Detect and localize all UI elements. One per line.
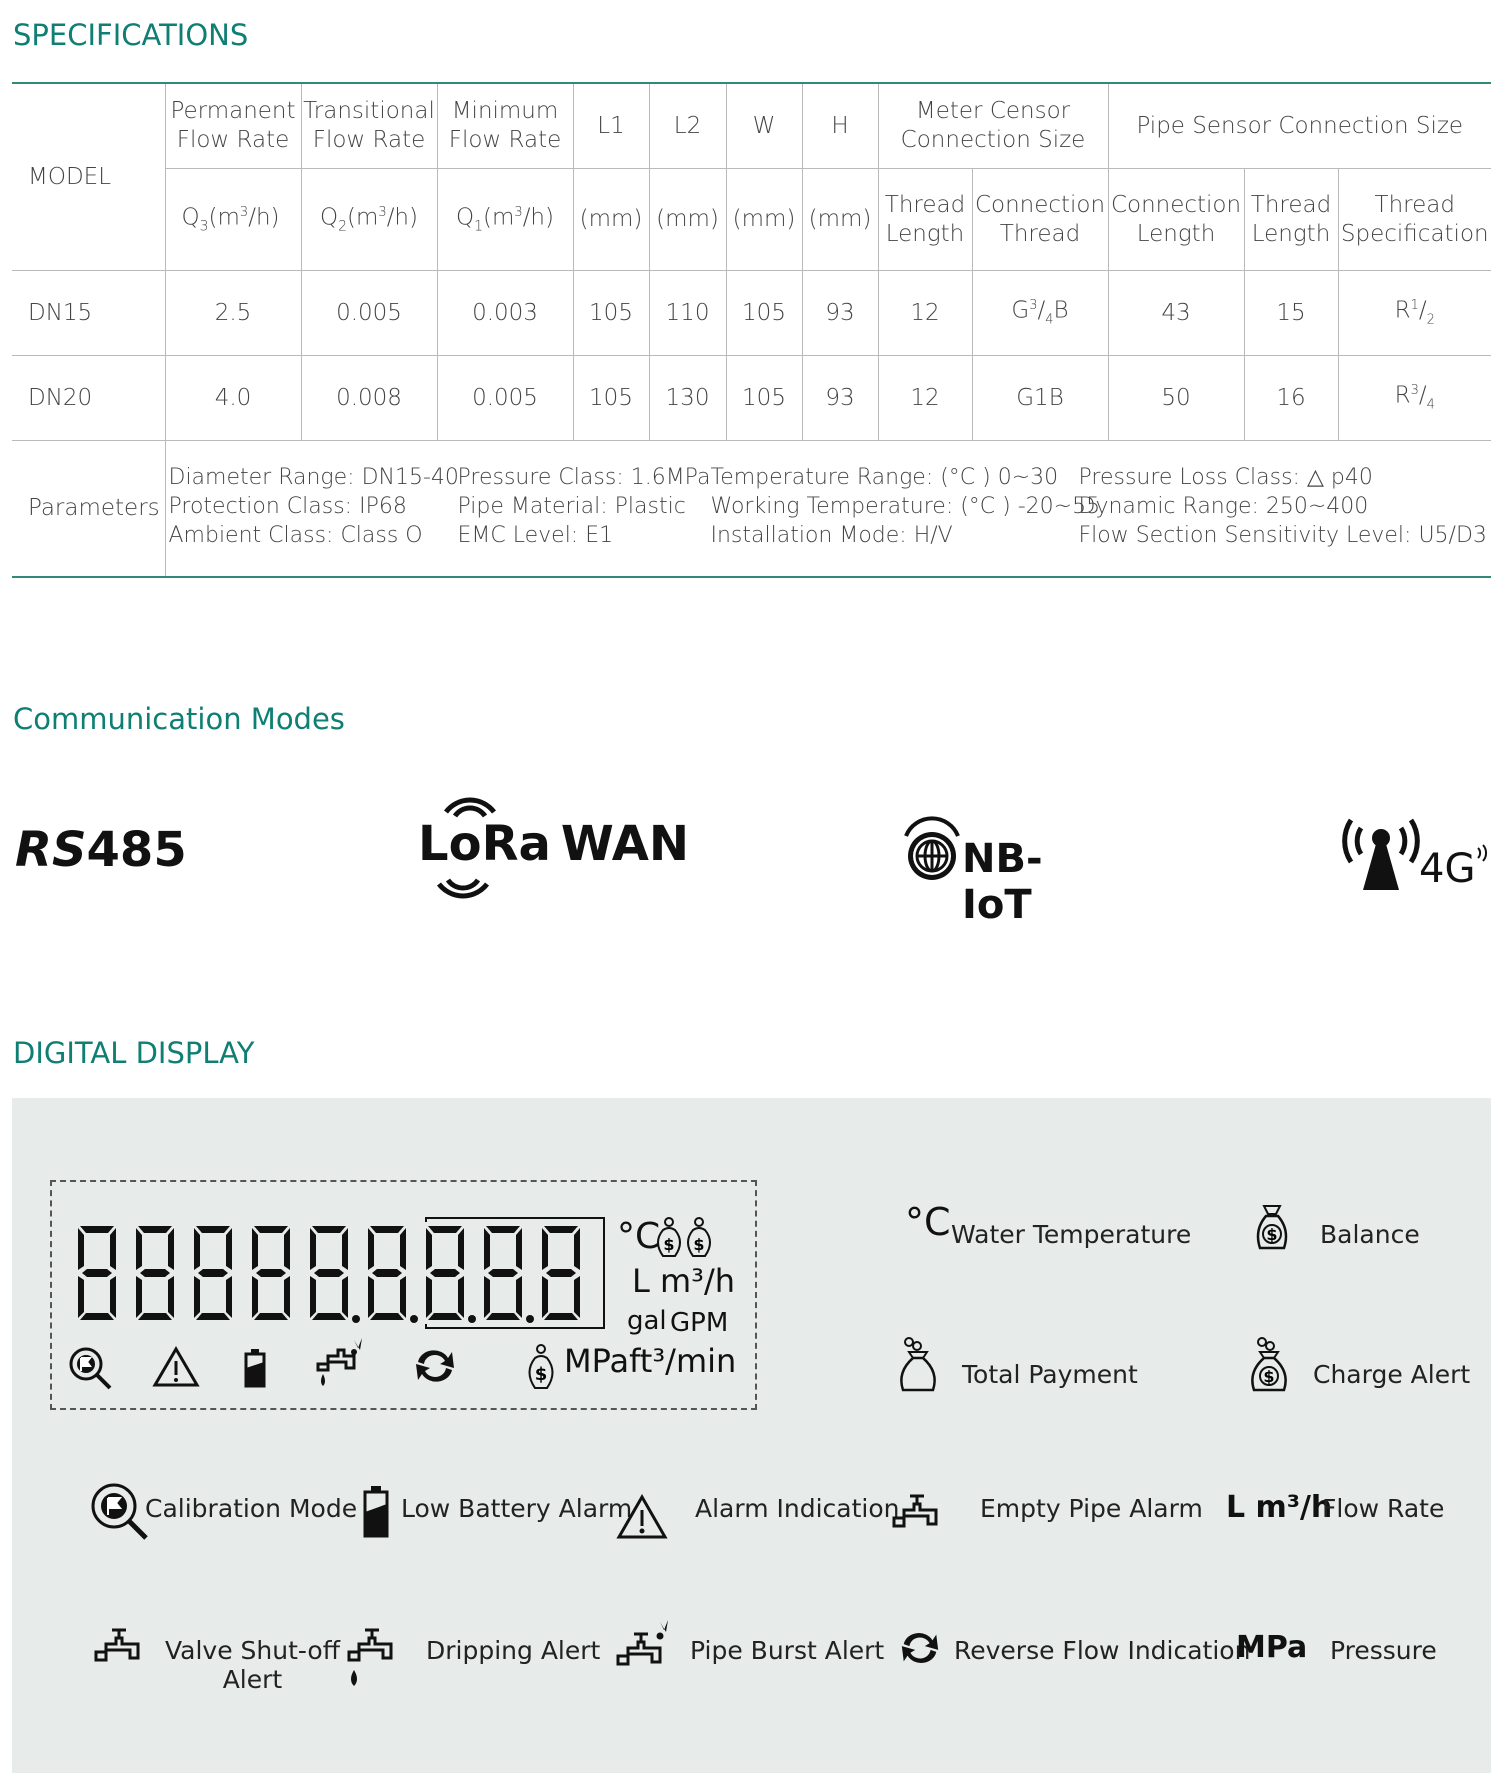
faucet-burst-icon bbox=[314, 1334, 368, 1390]
l1-header: L1 bbox=[573, 83, 649, 169]
q2-cell: 0.005 bbox=[301, 271, 437, 356]
thread-length-cell: 12 bbox=[878, 271, 972, 356]
parameters-label: Parameters bbox=[12, 441, 165, 578]
h-unit: (mm) bbox=[802, 169, 878, 271]
table-row bbox=[12, 356, 1491, 441]
pipe-thread-length-cell: 15 bbox=[1244, 271, 1338, 356]
pipe-sensor-group-header: Pipe Sensor Connection Size bbox=[1108, 83, 1491, 169]
model-cell: DN15 bbox=[12, 271, 165, 356]
lcd-pressure-unit: MPaft³/min bbox=[564, 1342, 737, 1380]
l1-cell: 105 bbox=[573, 271, 649, 356]
lcd-gpm-unit: GPM bbox=[670, 1308, 729, 1338]
table-subheader-row bbox=[12, 169, 1491, 271]
pipe-thread-length-header: Thread Length bbox=[1244, 169, 1338, 271]
permanent-flow-header: Permanent Flow Rate bbox=[165, 83, 301, 169]
connection-thread-cell: G1B bbox=[972, 356, 1108, 441]
h-header: H bbox=[802, 83, 878, 169]
pipe-burst-label: Pipe Burst Alert bbox=[690, 1636, 885, 1665]
battery-icon bbox=[244, 1348, 266, 1388]
alarm-indication-icon bbox=[616, 1494, 668, 1540]
specifications-heading: SPECIFICATIONS bbox=[13, 18, 249, 52]
parameters-column: Pressure Class: 1.6MPa Pipe Material: Plastic EMC Level: E1 bbox=[457, 465, 711, 548]
connection-thread-cell: $G^3/_4B$ bbox=[972, 271, 1108, 356]
low-battery-icon bbox=[362, 1484, 390, 1538]
l2-cell: 110 bbox=[649, 271, 726, 356]
calibration-mode-icon bbox=[88, 1480, 150, 1542]
thread-specification-header: Thread Specification bbox=[1338, 169, 1491, 271]
pressure-symbol: MPa bbox=[1236, 1630, 1308, 1665]
w-cell: 105 bbox=[726, 271, 802, 356]
h-cell: 93 bbox=[802, 271, 878, 356]
q2-cell: 0.008 bbox=[301, 356, 437, 441]
model-header: MODEL bbox=[12, 83, 165, 271]
dripping-alert-label: Dripping Alert bbox=[426, 1636, 601, 1665]
seven-segment-digits bbox=[72, 1220, 632, 1330]
water-temperature-symbol: °C bbox=[905, 1200, 951, 1244]
wifi-waves-up-icon bbox=[440, 786, 500, 820]
thread-spec-cell: $R^3/_4$ bbox=[1338, 356, 1491, 441]
specifications-table bbox=[12, 82, 1491, 578]
signal-waves-icon bbox=[1476, 844, 1492, 862]
l1-unit: (mm) bbox=[573, 169, 649, 271]
connection-length-cell: 43 bbox=[1108, 271, 1244, 356]
water-temperature-label: Water Temperature bbox=[951, 1220, 1192, 1249]
empty-pipe-faucet-icon bbox=[890, 1488, 946, 1534]
wan-text: WAN bbox=[560, 816, 690, 872]
antenna-tower-icon bbox=[1333, 810, 1429, 890]
warning-icon bbox=[152, 1346, 200, 1388]
q3-unit: $Q_3(m^3/h)$ bbox=[165, 169, 301, 271]
nbiot-logo bbox=[902, 818, 1082, 928]
w-header: W bbox=[726, 83, 802, 169]
l2-unit: (mm) bbox=[649, 169, 726, 271]
valve-shutoff-label: Valve Shut-off Alert bbox=[165, 1636, 340, 1694]
w-unit: (mm) bbox=[726, 169, 802, 271]
lcd-gal-unit: gal bbox=[627, 1306, 667, 1336]
svg-text:$: $ bbox=[1266, 1225, 1278, 1244]
calibration-icon bbox=[66, 1344, 114, 1392]
svg-text:$: $ bbox=[663, 1235, 675, 1254]
parameters-row bbox=[12, 441, 1491, 578]
connection-length-header: Connection Length bbox=[1108, 169, 1244, 271]
reverse-flow-label: Reverse Flow Indication bbox=[954, 1636, 1251, 1665]
flow-rate-label: Flow Rate bbox=[1322, 1494, 1445, 1523]
parameters-column: Temperature Range: (°C ) 0~30 Working Temperature: (°C ) -20~55 Installation Mode: H/V bbox=[710, 465, 1101, 548]
parameters-cell bbox=[165, 441, 1491, 578]
lcd-celsius-unit: °C bbox=[617, 1216, 661, 1257]
minimum-flow-header: Minimum Flow Rate bbox=[437, 83, 573, 169]
4g-logo bbox=[1333, 810, 1493, 900]
balance-label: Balance bbox=[1320, 1220, 1420, 1249]
transitional-flow-header: Transitional Flow Rate bbox=[301, 83, 437, 169]
wifi-waves-down-icon bbox=[433, 876, 493, 910]
total-payment-bag-icon bbox=[895, 1336, 941, 1394]
q1-cell: 0.003 bbox=[437, 271, 573, 356]
parameters-column: Diameter Range: DN15-40 Protection Class: IP68 Ambient Class: Class O bbox=[168, 465, 459, 548]
calibration-mode-label: Calibration Mode bbox=[145, 1494, 358, 1523]
nbiot-text: NB-IoT bbox=[962, 836, 1043, 928]
q1-unit: $Q_1(m^3/h)$ bbox=[437, 169, 573, 271]
l2-cell: 130 bbox=[649, 356, 726, 441]
valve-shutoff-faucet-icon bbox=[92, 1622, 148, 1668]
thread-spec-cell: $R^1/_2$ bbox=[1338, 271, 1491, 356]
table-header-row bbox=[12, 83, 1491, 169]
lorawan-logo bbox=[418, 786, 690, 912]
reverse-flow-indication-icon bbox=[898, 1628, 942, 1668]
l2-header: L2 bbox=[649, 83, 726, 169]
charge-alert-label: Charge Alert bbox=[1313, 1360, 1471, 1389]
globe-icon bbox=[902, 818, 962, 882]
thread-length-cell: 12 bbox=[878, 356, 972, 441]
reverse-flow-icon bbox=[412, 1346, 458, 1386]
empty-pipe-label: Empty Pipe Alarm bbox=[980, 1494, 1203, 1523]
q2-unit: $Q_2(m^3/h)$ bbox=[301, 169, 437, 271]
thread-length-header: Thread Length bbox=[878, 169, 972, 271]
meter-sensor-group-header: Meter Censor Connection Size bbox=[878, 83, 1108, 169]
balance-money-bag-icon bbox=[1250, 1202, 1294, 1254]
parameters-column: Pressure Loss Class: △ p40 Dynamic Range: 250~400 Flow Section Sensitivity Level: U5/D3 bbox=[1078, 465, 1487, 548]
pressure-label: Pressure bbox=[1330, 1636, 1437, 1665]
total-payment-label: Total Payment bbox=[962, 1360, 1138, 1389]
rs485-logo: RS485 bbox=[15, 822, 187, 878]
communication-heading: Communication Modes bbox=[13, 702, 345, 736]
connection-thread-header: Connection Thread bbox=[972, 169, 1108, 271]
lcd-preview bbox=[50, 1180, 757, 1410]
svg-text:$: $ bbox=[534, 1364, 548, 1385]
w-cell: 105 bbox=[726, 356, 802, 441]
svg-text:$: $ bbox=[1263, 1367, 1275, 1386]
money-bag-icon bbox=[524, 1344, 558, 1390]
connection-length-cell: 50 bbox=[1108, 356, 1244, 441]
digital-display-heading: DIGITAL DISPLAY bbox=[13, 1036, 255, 1070]
table-row bbox=[12, 271, 1491, 356]
4g-text: 4G bbox=[1419, 846, 1476, 892]
q3-cell: 2.5 bbox=[165, 271, 301, 356]
pipe-thread-length-cell: 16 bbox=[1244, 356, 1338, 441]
lora-text: LoRa bbox=[418, 816, 551, 872]
q1-cell: 0.005 bbox=[437, 356, 573, 441]
charge-alert-bag-icon bbox=[1246, 1336, 1292, 1394]
flow-rate-symbol: L m³/h bbox=[1226, 1490, 1333, 1525]
q3-cell: 4.0 bbox=[165, 356, 301, 441]
dripping-faucet-icon bbox=[345, 1622, 401, 1690]
money-bag-icon bbox=[655, 1216, 717, 1262]
lcd-flow-unit: L m³/h bbox=[632, 1262, 736, 1300]
svg-text:$: $ bbox=[693, 1235, 705, 1254]
l1-cell: 105 bbox=[573, 356, 649, 441]
low-battery-label: Low Battery Alarm bbox=[401, 1494, 633, 1523]
alarm-indication-label: Alarm Indication bbox=[695, 1494, 900, 1523]
h-cell: 93 bbox=[802, 356, 878, 441]
pipe-burst-faucet-icon bbox=[614, 1618, 674, 1678]
model-cell: DN20 bbox=[12, 356, 165, 441]
